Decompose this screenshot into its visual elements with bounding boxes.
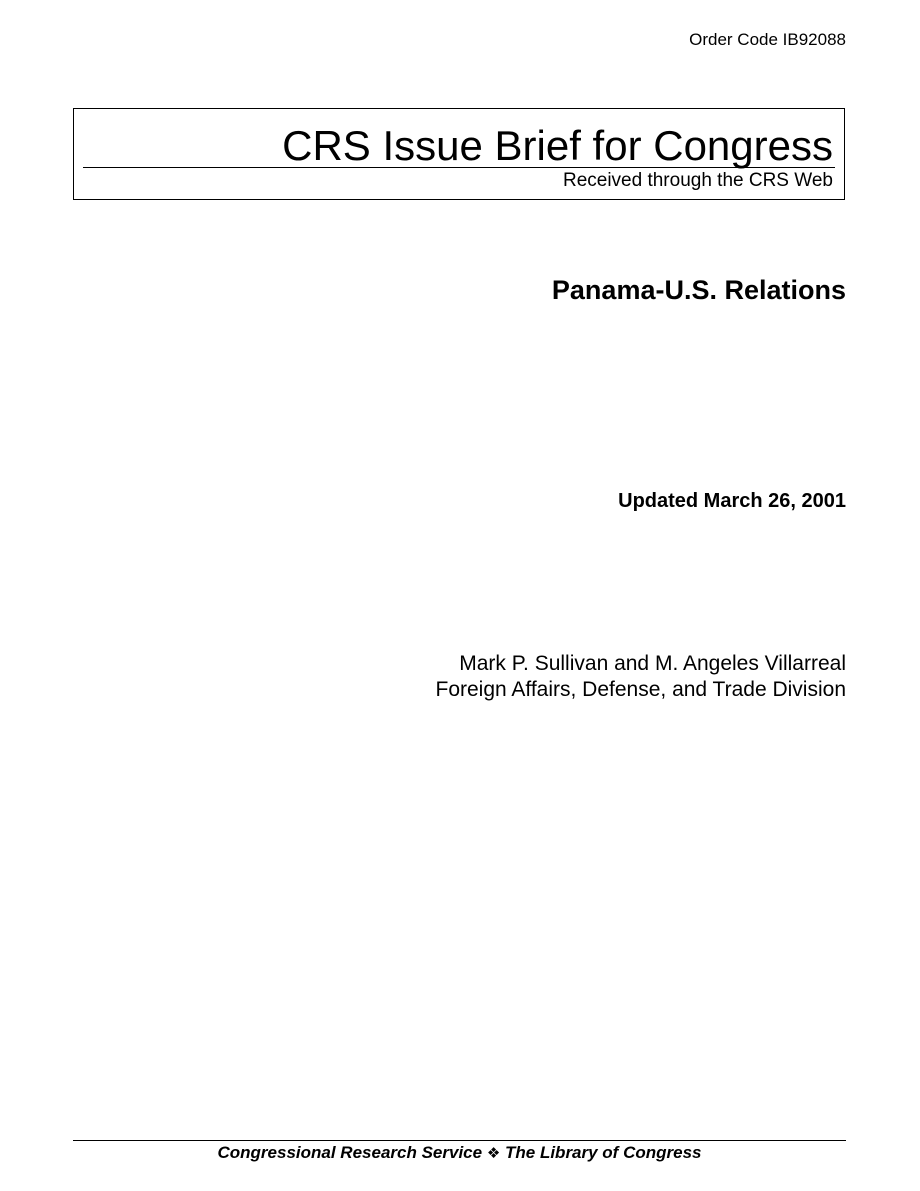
footer-divider: [73, 1140, 846, 1141]
author-block: [436, 651, 847, 703]
footer-library: The Library of Congress: [505, 1143, 702, 1162]
header-subtitle: Received through the CRS Web: [562, 170, 833, 191]
document-title: Panama-U.S. Relations: [551, 275, 846, 305]
authors: Mark P. Sullivan and M. Angeles Villarreal: [459, 652, 846, 675]
footer-publisher: Congressional Research Service: [217, 1143, 483, 1162]
footer: [73, 1143, 846, 1163]
order-code: Order Code IB92088: [689, 30, 846, 49]
division: Foreign Affairs, Defense, and Trade Division: [435, 678, 846, 701]
header-title: CRS Issue Brief for Congress: [282, 122, 833, 169]
header-box: [73, 108, 845, 200]
updated-date: Updated March 26, 2001: [618, 490, 846, 512]
diamond-separator-icon: ❖: [486, 1144, 501, 1162]
header-divider: [83, 167, 835, 168]
